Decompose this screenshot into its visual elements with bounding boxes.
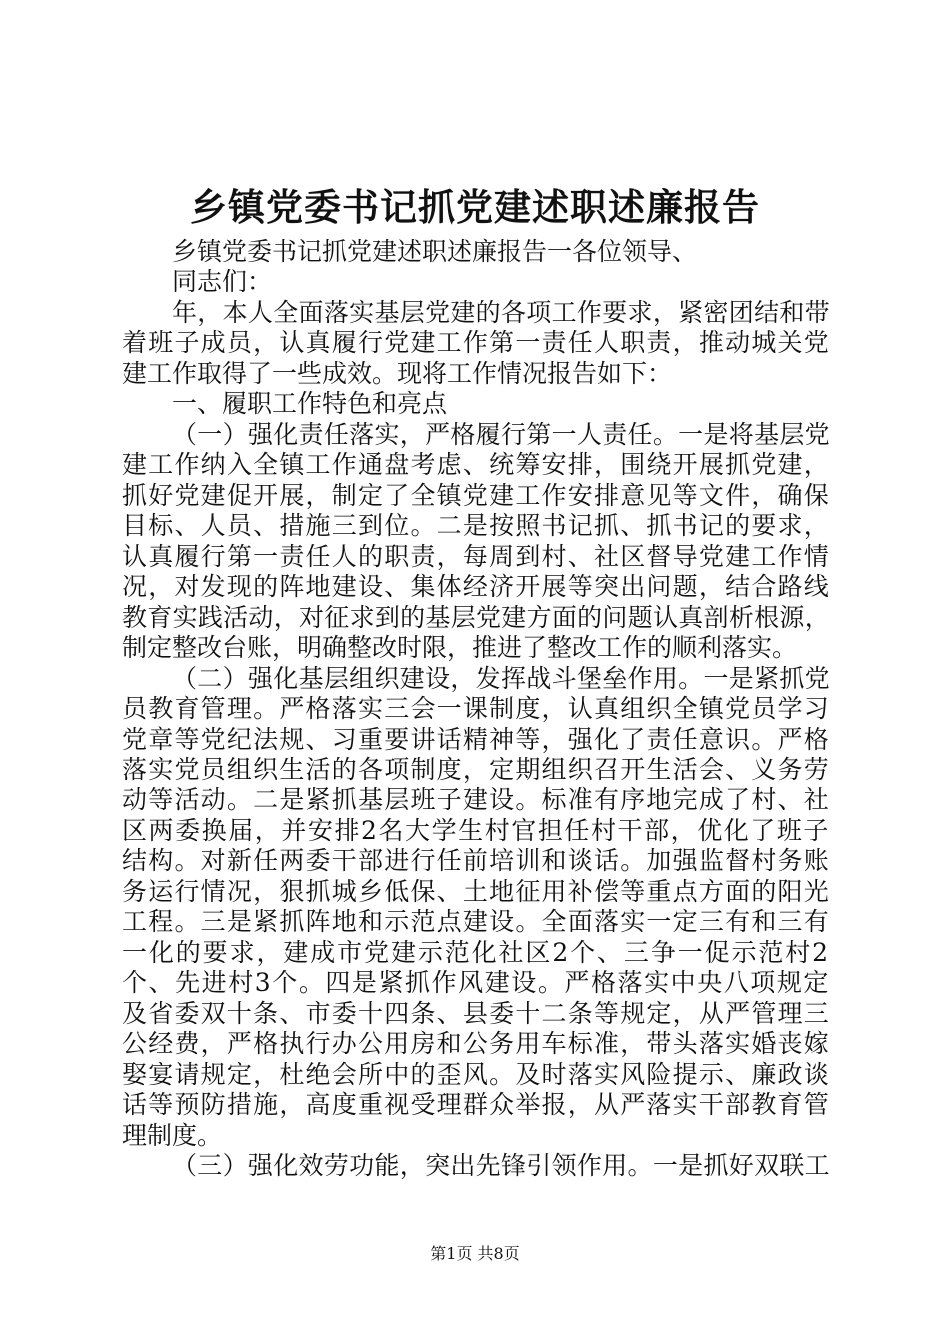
text-line: 动等活动。二是紧抓基层班子建设。标准有序地完成了村、社 (122, 785, 830, 815)
text-line: 理制度。 (122, 1120, 223, 1150)
document-title: 乡镇党委书记抓党建述职述廉报告 (190, 186, 760, 229)
text-line: 一化的要求，建成市党建示范化社区2个、三争一促示范村2 (122, 937, 830, 967)
text-line: （二）强化基层组织建设，发挥战斗堡垒作用。一是紧抓党 (172, 663, 830, 693)
text-line: 话等预防措施，高度重视受理群众举报，从严落实干部教育管 (122, 1090, 830, 1120)
text-line: 建工作取得了一些成效。现将工作情况报告如下： (122, 358, 673, 388)
text-line: 及省委双十条、市委十四条、县委十二条等规定，从严管理三 (122, 998, 830, 1028)
text-line: （三）强化效劳功能，突出先锋引领作用。一是抓好双联工 (172, 1151, 830, 1181)
text-line: 结构。对新任两委干部进行任前培训和谈话。加强监督村务账 (122, 846, 830, 876)
text-line: 年，本人全面落实基层党建的各项工作要求，紧密团结和带 (172, 297, 830, 327)
text-line: 党章等党纪法规、习重要讲话精神等，强化了责任意识。严格 (122, 724, 830, 754)
text-line: 教育实践活动，对征求到的基层党建方面的问题认真剖析根源， (122, 602, 830, 632)
text-line: 建工作纳入全镇工作通盘考虑、统筹安排，围绕开展抓党建， (122, 450, 830, 480)
text-line: 乡镇党委书记抓党建述职述廉报告一各位领导、 (172, 237, 698, 266)
text-line: 目标、人员、措施三到位。二是按照书记抓、抓书记的要求， (122, 511, 830, 541)
text-line: 个、先进村3个。四是紧抓作风建设。严格落实中央八项规定 (122, 968, 830, 998)
text-line: 认真履行第一责任人的职责，每周到村、社区督导党建工作情 (122, 541, 830, 571)
text-line: 娶宴请规定，杜绝会所中的歪风。及时落实风险提示、廉政谈 (122, 1059, 830, 1089)
text-line: 制定整改台账，明确整改时限，推进了整改工作的顺利落实。 (122, 633, 798, 663)
text-line: 同志们： (172, 267, 273, 297)
text-line: 抓好党建促开展，制定了全镇党建工作安排意见等文件，确保 (122, 480, 830, 510)
text-line: 公经费，严格执行办公用房和公务用车标准，带头落实婚丧嫁 (122, 1029, 830, 1059)
text-line: 一、履职工作特色和亮点 (172, 389, 448, 419)
text-line: 着班子成员，认真履行党建工作第一责任人职责，推动城关党 (122, 328, 830, 358)
text-line: （一）强化责任落实，严格履行第一人责任。一是将基层党 (172, 419, 830, 449)
text-line: 区两委换届，并安排2名大学生村官担任村干部，优化了班子 (122, 815, 830, 845)
document-body (122, 237, 832, 1182)
text-line: 工程。三是紧抓阵地和示范点建设。全面落实一定三有和三有 (122, 907, 830, 937)
text-line: 员教育管理。严格落实三会一课制度，认真组织全镇党员学习 (122, 694, 830, 724)
text-line: 况，对发现的阵地建设、集体经济开展等突出问题，结合路线 (122, 572, 830, 602)
text-line: 落实党员组织生活的各项制度，定期组织召开生活会、义务劳 (122, 754, 830, 784)
text-line: 务运行情况，狠抓城乡低保、土地征用补偿等重点方面的阳光 (122, 876, 830, 906)
page-footer: 第1页 共8页 (430, 1244, 520, 1263)
